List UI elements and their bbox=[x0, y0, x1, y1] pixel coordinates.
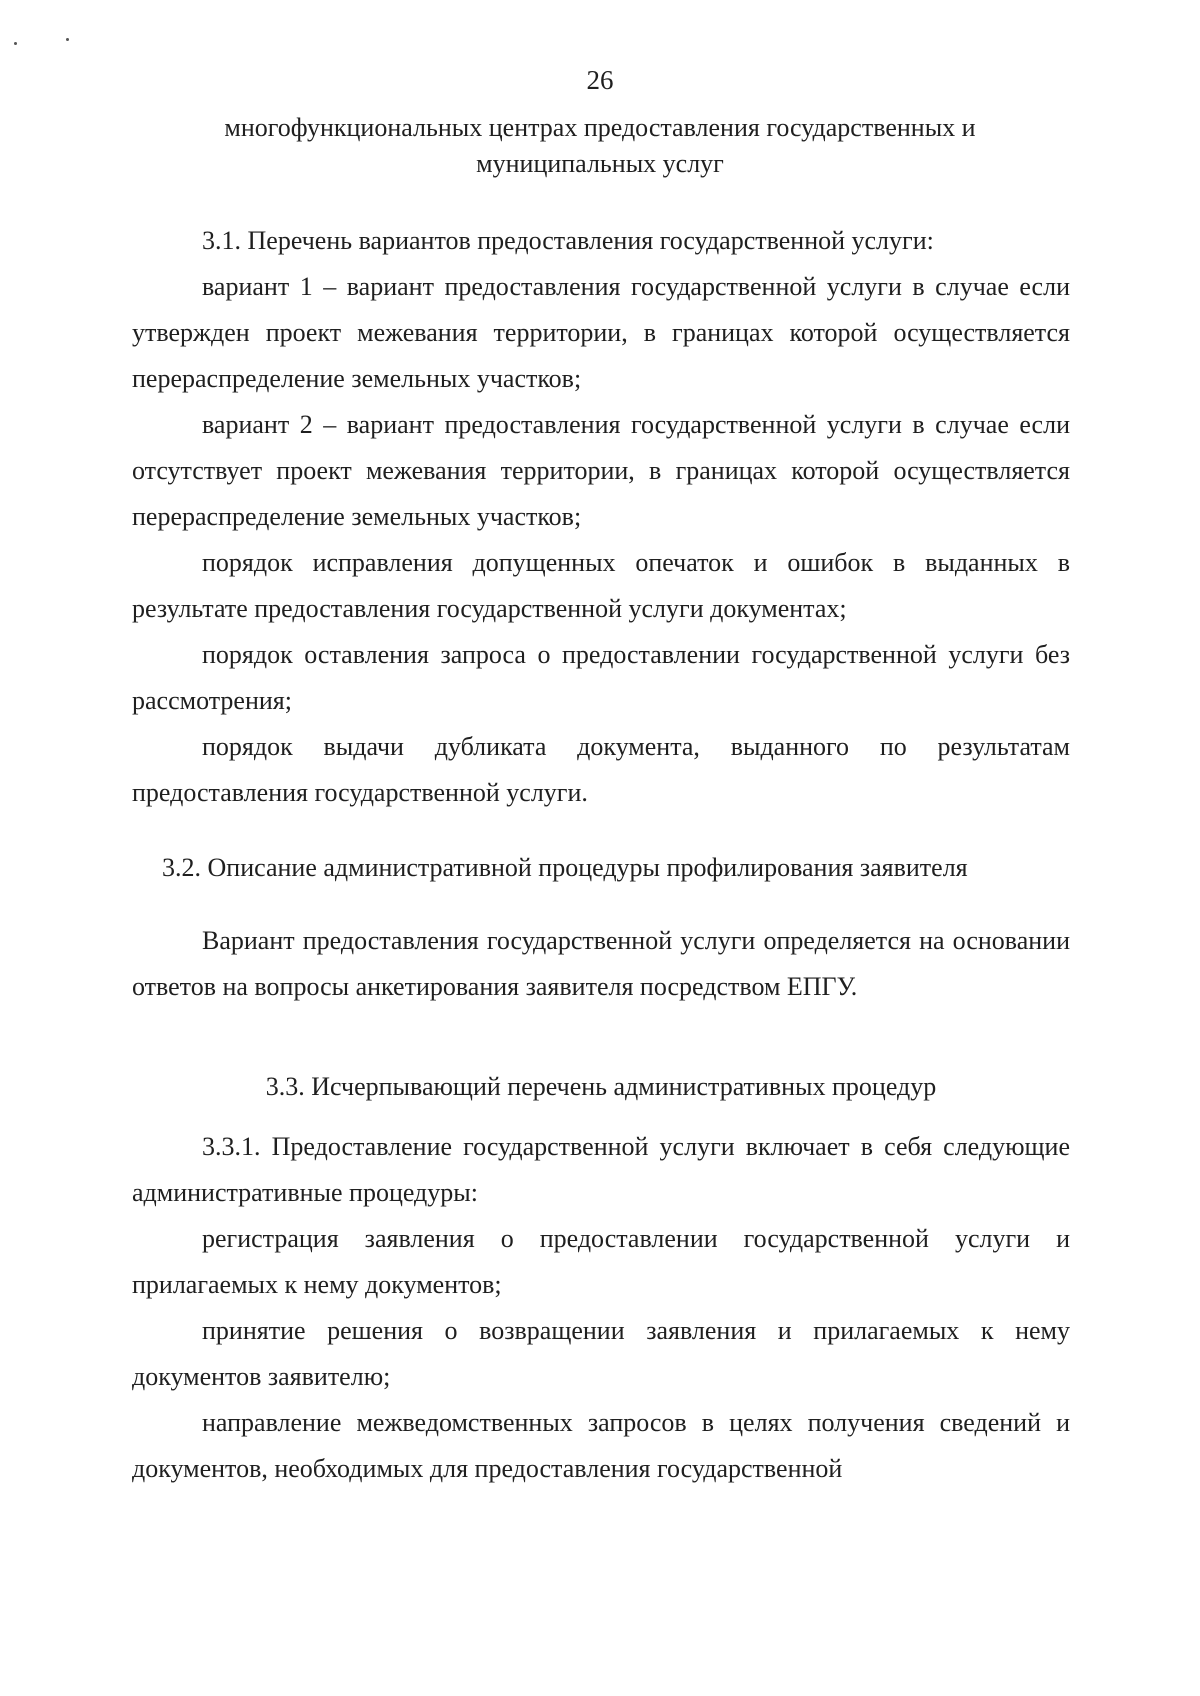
section-3-2-paragraph: Вариант предоставления государственной услуги определяется на основании ответов на вопросы анкетирования заявителя посредством ЕПГУ. bbox=[132, 926, 1070, 1001]
page-number: 26 bbox=[586, 65, 614, 95]
section-3-3-1-paragraph: 3.3.1. Предоставление государственной услуги включает в себя следующие административные процедуры: bbox=[132, 1132, 1070, 1207]
section-3-1-title: 3.1. Перечень вариантов предоставления государственной услуги: bbox=[202, 226, 934, 255]
section-3-1 bbox=[132, 218, 1070, 816]
section-3-2-heading: 3.2. Описание административной процедуры профилирования заявителя bbox=[162, 853, 968, 882]
variant-2-paragraph: вариант 2 – вариант предоставления государственной услуги в случае если отсутствует проект межевания территории, в границах которой осуществляется перераспределение земельных участков; bbox=[132, 410, 1070, 531]
scan-speck bbox=[14, 42, 17, 45]
section-3-3-heading: 3.3. Исчерпывающий перечень административных процедур bbox=[265, 1072, 937, 1101]
variant-1-paragraph: вариант 1 – вариант предоставления государственной услуги в случае если утвержден проект межевания территории, в границах которой осуществляется перераспределение земельных участков; bbox=[132, 272, 1070, 393]
typo-correction-paragraph: порядок исправления допущенных опечаток и ошибок в выданных в результате предоставления государственной услуги документах; bbox=[132, 548, 1070, 623]
duplicate-issue-paragraph: порядок выдачи дубликата документа, выданного по результатам предоставления государственной услуги. bbox=[132, 732, 1070, 807]
scan-speck bbox=[66, 38, 69, 41]
continuation-heading-line-1: многофункциональных центрах предоставления государственных и bbox=[224, 113, 976, 142]
interagency-requests-paragraph: направление межведомственных запросов в целях получения сведений и документов, необходимых для предоставления государственной bbox=[132, 1408, 1070, 1483]
leave-without-review-paragraph: порядок оставления запроса о предоставлении государственной услуги без рассмотрения; bbox=[132, 640, 1070, 715]
registration-paragraph: регистрация заявления о предоставлении государственной услуги и прилагаемых к нему документов; bbox=[132, 1224, 1070, 1299]
section-3-2 bbox=[132, 918, 1070, 1010]
continuation-heading-line-2: муниципальных услуг bbox=[476, 149, 724, 178]
return-decision-paragraph: принятие решения о возвращении заявления и прилагаемых к нему документов заявителю; bbox=[132, 1316, 1070, 1391]
continuation-heading bbox=[150, 110, 1050, 182]
section-3-3 bbox=[132, 1124, 1070, 1492]
